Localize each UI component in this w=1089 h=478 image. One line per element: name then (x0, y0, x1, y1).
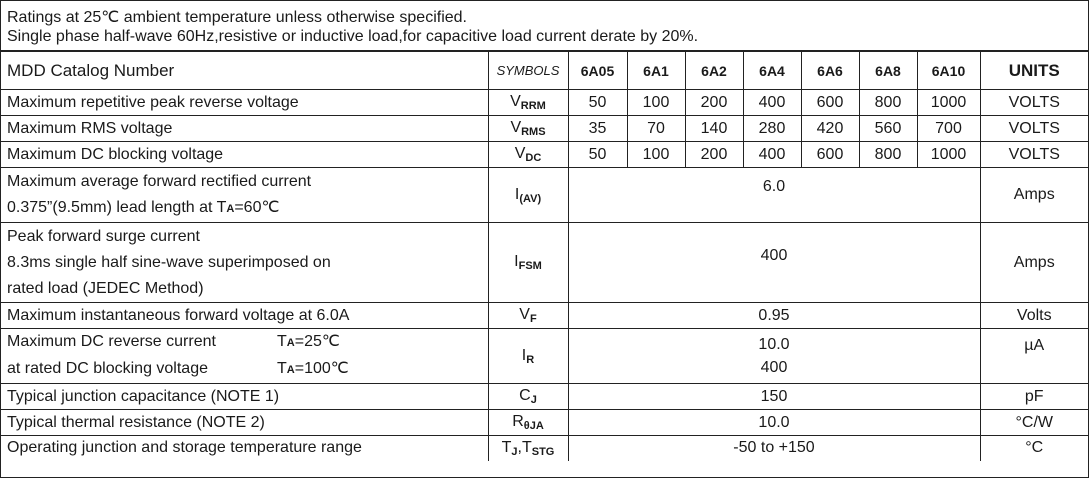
value-cell: -50 to +150 (568, 436, 980, 461)
param-line: Maximum average forward rectified current (7, 172, 312, 190)
catalog-number-header: MDD Catalog Number (1, 52, 488, 90)
value-cell: 1000 (917, 142, 980, 168)
table-row-vrrm (1, 90, 1088, 116)
unit-cell: Volts (980, 303, 1088, 329)
symbol-cell (488, 384, 568, 410)
value-cell: 560 (859, 116, 917, 142)
symbol-main: I (514, 185, 520, 203)
symbol-cell (488, 303, 568, 329)
table-row-ir (1, 329, 1088, 384)
model-6a6-header: 6A6 (801, 52, 859, 90)
value-cell: 6.0 (568, 168, 980, 223)
unit-cell: Amps (980, 223, 1088, 303)
unit-cell: °C/W (980, 410, 1088, 436)
symbol-sub: (AV) (519, 192, 542, 205)
param-label: Maximum DC blocking voltage (1, 142, 488, 168)
symbol-main: V (510, 93, 521, 110)
value-cell (568, 329, 980, 384)
param-line (7, 329, 488, 356)
value-cell: 600 (801, 90, 859, 116)
param-line (7, 195, 488, 222)
symbol-cell (488, 410, 568, 436)
value-cell: 100 (627, 142, 685, 168)
symbol-cell (488, 436, 568, 461)
condition-text: =100℃ (294, 360, 349, 377)
symbol-sub: DC (525, 152, 542, 164)
symbol-sub: FSM (518, 260, 542, 272)
param-line: 8.3ms single half sine-wave superimposed on (7, 253, 331, 271)
param-line (7, 356, 488, 383)
value-cell: 50 (568, 142, 627, 168)
symbol-main: T (521, 438, 532, 456)
param-label: Maximum repetitive peak reverse voltage (1, 90, 488, 116)
value-cell: 200 (685, 90, 743, 116)
value-cell: 400 (743, 90, 801, 116)
value-cell: 100 (627, 90, 685, 116)
value-cell: 800 (859, 142, 917, 168)
symbol-main: R (512, 413, 524, 430)
value-cell: 140 (685, 116, 743, 142)
table-row-rth (1, 410, 1088, 436)
note-load: Single phase half-wave 60Hz,resistive or inductive load,for capacitive load current derate by 20%. (7, 28, 699, 45)
value-line: 400 (760, 359, 788, 376)
unit-cell: pF (980, 384, 1088, 410)
param-label: Typical thermal resistance (NOTE 2) (1, 410, 488, 436)
unit-cell: VOLTS (980, 142, 1088, 168)
model-6a1-header: 6A1 (627, 52, 685, 90)
condition-text: T (277, 333, 287, 350)
table-row-ifsm (1, 223, 1088, 303)
param-label: Typical junction capacitance (NOTE 1) (1, 384, 488, 410)
symbol-main: V (510, 119, 522, 136)
symbol-sub: R (526, 353, 535, 366)
condition-sub: A (286, 337, 295, 349)
symbol-separator: , (517, 438, 522, 456)
table-row-tj (1, 436, 1088, 461)
value-cell: 200 (685, 142, 743, 168)
unit-cell: Amps (980, 168, 1088, 223)
value-cell: 400 (743, 142, 801, 168)
value-cell: 150 (568, 384, 980, 410)
symbol-sub: J (511, 445, 518, 458)
table-row-cj (1, 384, 1088, 410)
ratings-table (1, 51, 1088, 461)
param-label: Maximum instantaneous forward voltage at 6.0A (1, 303, 488, 329)
symbol-sub: F (529, 313, 537, 325)
symbol-sub: RRM (520, 100, 546, 112)
param-label: Operating junction and storage temperature range (1, 436, 488, 461)
value-cell: 800 (859, 90, 917, 116)
unit-cell: µA (980, 329, 1088, 384)
value-cell: 50 (568, 90, 627, 116)
symbol-cell (488, 142, 568, 168)
symbol-main: I (521, 346, 527, 364)
value-line: 10.0 (758, 336, 790, 353)
symbol-cell (488, 90, 568, 116)
value-cell: 400 (568, 223, 980, 303)
value-cell: 10.0 (568, 410, 980, 436)
symbol-main: I (514, 253, 519, 270)
value-cell: 1000 (917, 90, 980, 116)
unit-cell: °C (980, 436, 1088, 461)
value-cell: 35 (568, 116, 627, 142)
symbol-main: T (501, 438, 512, 456)
ratings-notes (1, 1, 1088, 51)
param-text: =60℃ (234, 198, 280, 216)
model-6a4-header: 6A4 (743, 52, 801, 90)
value-cell: 280 (743, 116, 801, 142)
condition-sub: A (286, 364, 295, 376)
param-line: rated load (JEDEC Method) (7, 279, 204, 297)
symbol-sub: J (530, 394, 537, 406)
table-row-vdc (1, 142, 1088, 168)
header-row (1, 52, 1088, 90)
value-cell: 420 (801, 116, 859, 142)
param-label (1, 223, 488, 303)
value-cell: 0.95 (568, 303, 980, 329)
symbol-cell (488, 168, 568, 223)
condition-text: =25℃ (294, 333, 340, 350)
param-sub: A (226, 202, 235, 215)
symbol-cell (488, 329, 568, 384)
symbol-cell (488, 116, 568, 142)
value-cell: 600 (801, 142, 859, 168)
condition-text: T (277, 360, 287, 377)
symbol-sub: RMS (521, 126, 546, 138)
symbol-sub: STG (531, 445, 555, 458)
table-row-iav (1, 168, 1088, 223)
model-6a2-header: 6A2 (685, 52, 743, 90)
param-label: Maximum RMS voltage (1, 116, 488, 142)
param-text: at rated DC blocking voltage (7, 360, 208, 377)
symbol-main: V (519, 306, 530, 323)
param-label (1, 329, 488, 384)
model-6a05-header: 6A05 (568, 52, 627, 90)
table-row-vrms (1, 116, 1088, 142)
param-label (1, 168, 488, 223)
table-row-vf (1, 303, 1088, 329)
symbol-sub: θJA (523, 420, 544, 432)
value-cell: 700 (917, 116, 980, 142)
model-6a10-header: 6A10 (917, 52, 980, 90)
symbol-cell (488, 223, 568, 303)
param-text: Maximum DC reverse current (7, 333, 216, 350)
unit-cell: VOLTS (980, 90, 1088, 116)
model-6a8-header: 6A8 (859, 52, 917, 90)
value-cell: 70 (627, 116, 685, 142)
note-ambient: Ratings at 25℃ ambient temperature unless otherwise specified. (7, 9, 467, 26)
units-header: UNITS (980, 52, 1088, 90)
unit-cell: VOLTS (980, 116, 1088, 142)
symbol-main: C (519, 387, 531, 404)
symbol-main: V (514, 145, 526, 162)
symbols-header: SYMBOLS (488, 52, 568, 90)
param-line: Peak forward surge current (7, 227, 200, 245)
param-text: 0.375”(9.5mm) lead length at T (7, 198, 227, 216)
